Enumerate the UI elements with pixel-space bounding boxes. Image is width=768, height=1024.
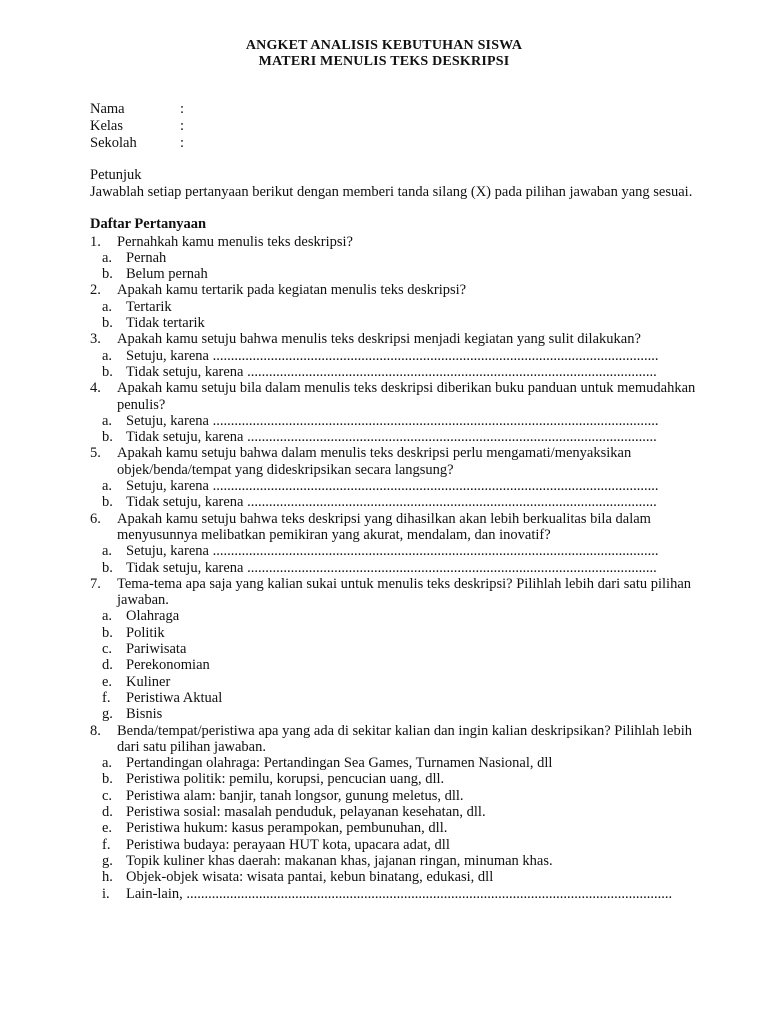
identity-field-kelas	[90, 118, 185, 135]
option-text: Politik	[126, 624, 165, 641]
option-letter: a.	[102, 249, 113, 266]
option-letter: f.	[102, 836, 111, 853]
option-text: Peristiwa politik: pemilu, korupsi, pencucian uang, dll.	[126, 771, 445, 788]
question-number: 6.	[90, 510, 101, 527]
option-text: Setuju, karena ...........................................................................................................................	[126, 543, 659, 560]
identity-colon: :	[180, 101, 185, 117]
question-number: 3.	[90, 331, 101, 348]
question-number: 8.	[90, 722, 101, 739]
option-text: Setuju, karena ...........................................................................................................................	[126, 478, 659, 494]
option-letter: b.	[102, 771, 113, 788]
question-number: 4.	[90, 380, 101, 397]
option-text: Tidak setuju, karena .................................................................................................................	[126, 363, 657, 380]
option-letter: a.	[102, 755, 113, 772]
question-text-line: menyusunnya melibatkan pemikiran yang akurat, mendalam, dan inovatif?	[117, 526, 551, 543]
option-letter: f.	[102, 689, 111, 706]
option-letter: a.	[102, 412, 113, 429]
option-text: Topik kuliner khas daerah: makanan khas, jajanan ringan, minuman khas.	[126, 852, 553, 869]
option-text: Pariwisata	[126, 641, 187, 657]
question-text-line: penulis?	[117, 396, 166, 413]
question-number: 5.	[90, 445, 101, 462]
question-number: 1.	[90, 233, 101, 250]
question-text-line: jawaban.	[117, 592, 169, 609]
identity-label: Kelas	[90, 118, 124, 134]
identity-label: Nama	[90, 101, 125, 117]
option-letter: d.	[102, 804, 113, 820]
document-subtitle: MATERI MENULIS TEKS DESKRIPSI	[258, 54, 510, 69]
option-text: Tidak setuju, karena .................................................................................................................	[126, 429, 657, 446]
question-text-line: Apakah kamu tertarik pada kegiatan menulis teks deskripsi?	[117, 282, 467, 299]
option-letter: g.	[102, 706, 113, 723]
option-letter: b.	[102, 315, 113, 331]
question-number: 2.	[90, 282, 101, 299]
option-text: Kuliner	[126, 673, 171, 690]
option-text: Tertarik	[126, 298, 172, 315]
option-letter: d.	[102, 657, 113, 674]
option-text: Pertandingan olahraga: Pertandingan Sea Games, Turnamen Nasional, dll	[126, 755, 553, 772]
identity-label: Sekolah	[90, 135, 137, 151]
instructions-text: Jawablah setiap pertanyaan berikut dengan memberi tanda silang (X) pada pilihan jawaban yang sesuai.	[90, 184, 693, 200]
option-text: Lain-lain, ......................................................................................................................................	[126, 885, 673, 902]
option-letter: a.	[102, 298, 113, 315]
question-text-line: Tema-tema apa saja yang kalian sukai untuk menulis teks deskripsi? Pilihlah lebih dari satu pilihan	[117, 575, 692, 592]
question-text-line: objek/benda/tempat yang dideskripsikan secara langsung?	[117, 461, 454, 478]
identity-field-nama	[90, 101, 185, 118]
question-text-line: Pernahkah kamu menulis teks deskripsi?	[117, 233, 353, 250]
option-text: Peristiwa hukum: kasus perampokan, pembunuhan, dll.	[126, 820, 448, 837]
instructions-heading: Petunjuk	[90, 167, 142, 183]
option-letter: c.	[102, 787, 113, 804]
questions-heading: Daftar Pertanyaan	[90, 216, 207, 232]
option-letter: a.	[102, 347, 113, 364]
option-text: Objek-objek wisata: wisata pantai, kebun binatang, edukasi, dll	[126, 869, 494, 886]
option-letter: g.	[102, 852, 113, 869]
option-letter: b.	[102, 494, 113, 511]
option-text: Tidak setuju, karena .................................................................................................................	[126, 494, 657, 511]
option-text: Peristiwa alam: banjir, tanah longsor, gunung meletus, dll.	[126, 787, 464, 804]
question-text-line: Apakah kamu setuju bahwa teks deskripsi yang dihasilkan akan lebih berkualitas bila dalam	[117, 510, 651, 527]
option-text: Peristiwa Aktual	[126, 689, 223, 706]
option-letter: b.	[102, 624, 113, 641]
question-text-line: dari satu pilihan jawaban.	[117, 738, 266, 755]
option-letter: a.	[102, 608, 113, 625]
option-letter: e.	[102, 820, 113, 837]
option-text: Belum pernah	[126, 266, 208, 283]
identity-colon: :	[180, 135, 185, 151]
option-letter: i.	[102, 885, 110, 902]
option-text: Peristiwa budaya: perayaan HUT kota, upacara adat, dll	[126, 836, 450, 853]
option-text: Tidak setuju, karena .................................................................................................................	[126, 559, 657, 576]
option-letter: b.	[102, 363, 113, 380]
option-letter: a.	[102, 543, 113, 560]
question-text-line: Apakah kamu setuju bila dalam menulis teks deskripsi diberikan buku panduan untuk memudahkan	[117, 380, 696, 397]
option-text: Bisnis	[126, 706, 163, 723]
option-text: Perekonomian	[126, 657, 210, 674]
option-text: Setuju, karena ...........................................................................................................................	[126, 347, 659, 364]
option-letter: b.	[102, 429, 113, 446]
identity-field-sekolah	[90, 135, 185, 152]
option-letter: e.	[102, 673, 113, 690]
option-text: Tidak tertarik	[126, 315, 205, 331]
question-text-line: Apakah kamu setuju bahwa dalam menulis teks deskripsi perlu mengamati/menyaksikan	[117, 445, 632, 462]
question-text-line: Apakah kamu setuju bahwa menulis teks deskripsi menjadi kegiatan yang sulit dilakukan?	[117, 331, 641, 348]
option-letter: c.	[102, 641, 113, 657]
question-number: 7.	[90, 575, 101, 592]
document-title: ANGKET ANALISIS KEBUTUHAN SISWA	[245, 38, 523, 53]
option-letter: b.	[102, 559, 113, 576]
identity-colon: :	[180, 118, 185, 134]
option-letter: h.	[102, 869, 113, 886]
question-text-line: Benda/tempat/peristiwa apa yang ada di sekitar kalian dan ingin kalian deskripsikan? Pilihlah lebih	[117, 722, 693, 739]
option-text: Setuju, karena ...........................................................................................................................	[126, 412, 659, 429]
option-letter: a.	[102, 478, 113, 494]
option-text: Pernah	[126, 249, 167, 266]
option-letter: b.	[102, 266, 113, 283]
option-text: Peristiwa sosial: masalah penduduk, pelayanan kesehatan, dll.	[126, 804, 486, 820]
option-text: Olahraga	[126, 608, 180, 625]
